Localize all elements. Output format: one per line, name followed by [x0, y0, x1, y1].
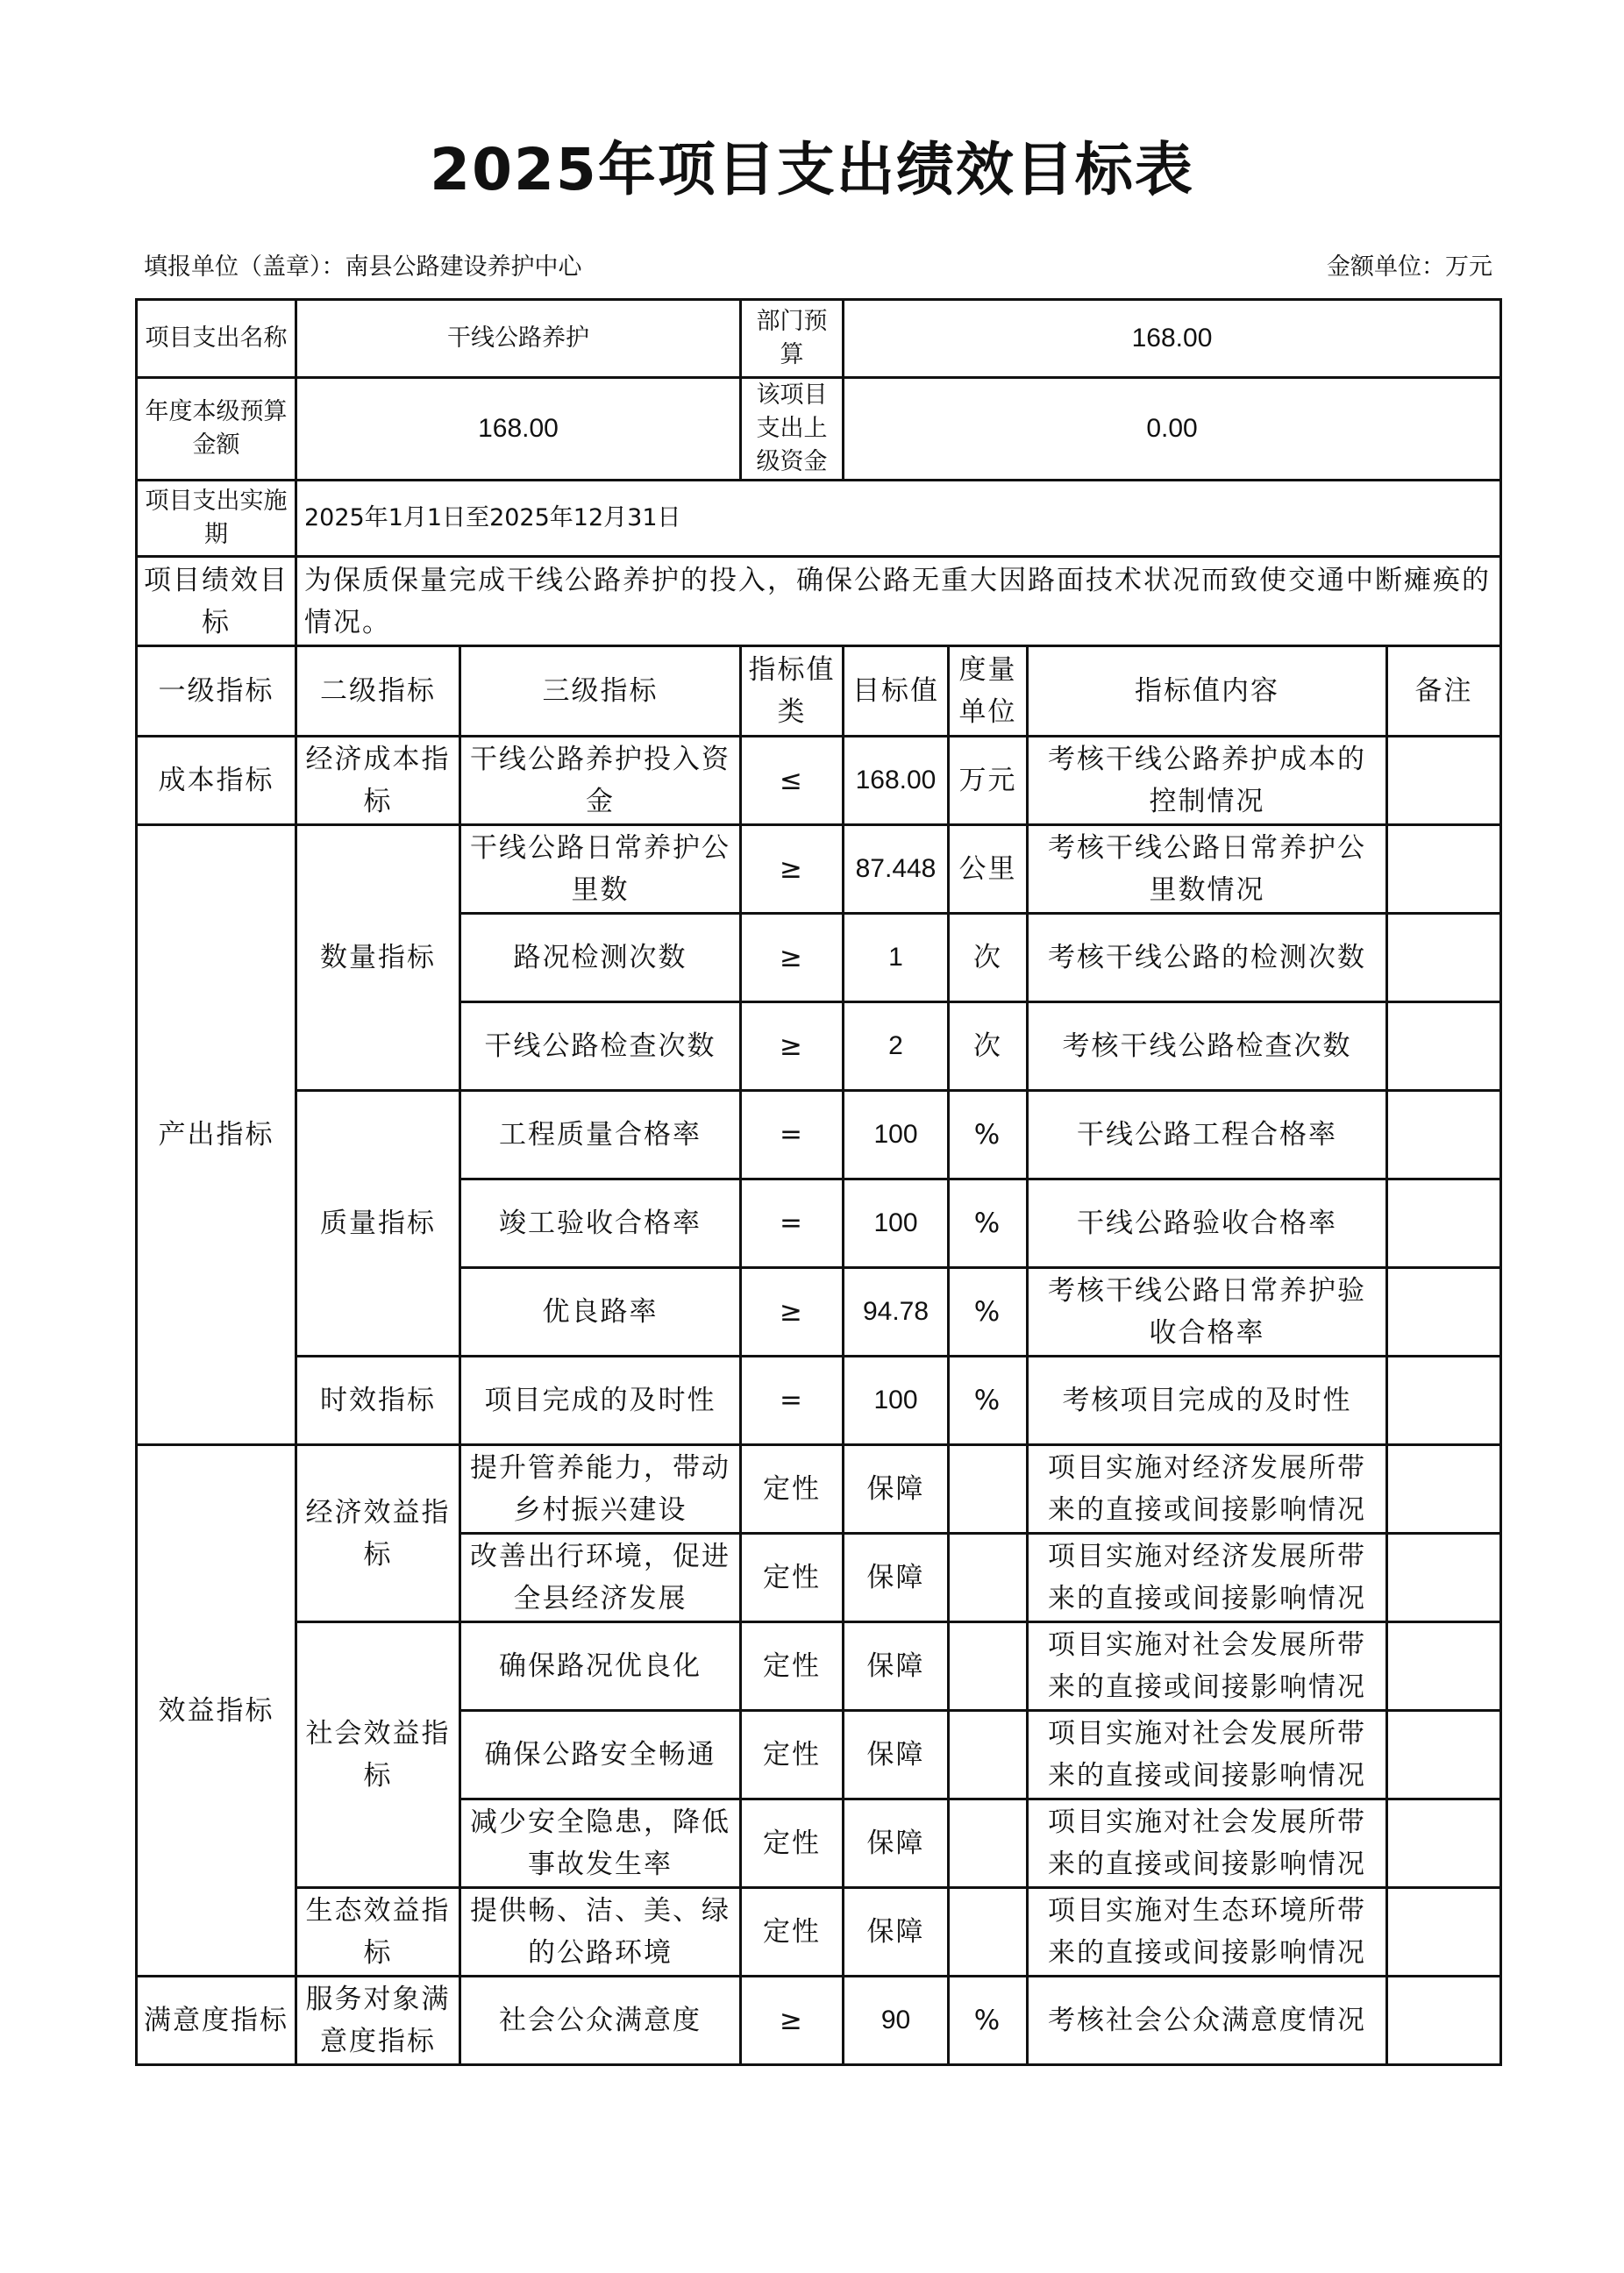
- header-target: 目标值: [844, 646, 949, 737]
- info-row-period: [137, 481, 1501, 557]
- operator: 定性: [741, 1799, 844, 1888]
- indicator-content: 考核干线公路检查次数: [1028, 1002, 1387, 1091]
- info-row-project-name: [137, 300, 1501, 378]
- target-value: 保障: [844, 1888, 949, 1977]
- subgroup-econ-cost: 经济成本指标: [296, 737, 460, 825]
- operator: =: [741, 1357, 844, 1445]
- table-row: [137, 1357, 1501, 1445]
- target-value: 100: [844, 1357, 949, 1445]
- header-level3: 三级指标: [460, 646, 741, 737]
- note: [1387, 1179, 1501, 1268]
- subgroup-quality: 质量指标: [296, 1091, 460, 1357]
- target-value: 100: [844, 1091, 949, 1179]
- page-title: 2025年项目支出绩效目标表: [430, 136, 1194, 203]
- indicator-content: 考核干线公路日常养护验收合格率: [1028, 1268, 1387, 1357]
- indicator-content: 项目实施对经济发展所带来的直接或间接影响情况: [1028, 1534, 1387, 1622]
- note: [1387, 1445, 1501, 1534]
- unit: [949, 1888, 1028, 1977]
- operator: 定性: [741, 1445, 844, 1534]
- group-benefit: 效益指标: [137, 1445, 296, 1977]
- indicator: 竣工验收合格率: [460, 1179, 741, 1268]
- indicator: 优良路率: [460, 1268, 741, 1357]
- operator: 定性: [741, 1534, 844, 1622]
- operator: =: [741, 1179, 844, 1268]
- note: [1387, 1711, 1501, 1799]
- indicator-content: 项目实施对生态环境所带来的直接或间接影响情况: [1028, 1888, 1387, 1977]
- performance-table: [135, 298, 1502, 2066]
- annual-budget-label: 年度本级预算金额: [137, 378, 296, 481]
- indicator: 干线公路日常养护公里数: [460, 825, 741, 914]
- subgroup-quantity: 数量指标: [296, 825, 460, 1091]
- note: [1387, 1002, 1501, 1091]
- header-value-type: 指标值类: [741, 646, 844, 737]
- unit: 次: [949, 1002, 1028, 1091]
- header-row: [137, 646, 1501, 737]
- indicator: 工程质量合格率: [460, 1091, 741, 1179]
- info-row-goal: [137, 557, 1501, 646]
- unit: %: [949, 1977, 1028, 2065]
- table-row: [137, 1888, 1501, 1977]
- indicator: 干线公路养护投入资金: [460, 737, 741, 825]
- subgroup-social-benefit: 社会效益指标: [296, 1622, 460, 1888]
- unit: 公里: [949, 825, 1028, 914]
- project-name-value: 干线公路养护: [296, 300, 741, 378]
- info-row-annual-budget: [137, 378, 1501, 481]
- dept-budget-value: 168.00: [844, 300, 1501, 378]
- indicator-content: 项目实施对经济发展所带来的直接或间接影响情况: [1028, 1445, 1387, 1534]
- project-name-label: 项目支出名称: [137, 300, 296, 378]
- operator: 定性: [741, 1888, 844, 1977]
- target-value: 保障: [844, 1799, 949, 1888]
- header-level1: 一级指标: [137, 646, 296, 737]
- unit: [949, 1711, 1028, 1799]
- indicator: 提升管养能力，带动乡村振兴建设: [460, 1445, 741, 1534]
- indicator: 路况检测次数: [460, 914, 741, 1002]
- table-row: [137, 1622, 1501, 1711]
- operator: 定性: [741, 1622, 844, 1711]
- target-value: 1: [844, 914, 949, 1002]
- unit: [949, 1799, 1028, 1888]
- indicator-content: 项目实施对社会发展所带来的直接或间接影响情况: [1028, 1799, 1387, 1888]
- unit: 次: [949, 914, 1028, 1002]
- subgroup-econ-benefit: 经济效益指标: [296, 1445, 460, 1622]
- target-value: 保障: [844, 1622, 949, 1711]
- unit: %: [949, 1179, 1028, 1268]
- operator: =: [741, 1091, 844, 1179]
- goal-label: 项目绩效目标: [137, 557, 296, 646]
- period-label: 项目支出实施期: [137, 481, 296, 557]
- indicator: 改善出行环境，促进全县经济发展: [460, 1534, 741, 1622]
- unit: [949, 1534, 1028, 1622]
- note: [1387, 825, 1501, 914]
- note: [1387, 1622, 1501, 1711]
- indicator: 社会公众满意度: [460, 1977, 741, 2065]
- upper-funds-label: 该项目支出上级资金: [741, 378, 844, 481]
- unit: %: [949, 1268, 1028, 1357]
- unit: [949, 1622, 1028, 1711]
- group-satisfaction: 满意度指标: [137, 1977, 296, 2065]
- note: [1387, 1091, 1501, 1179]
- note: [1387, 1977, 1501, 2065]
- table-row: [137, 1977, 1501, 2065]
- indicator-content: 考核干线公路养护成本的控制情况: [1028, 737, 1387, 825]
- group-output: 产出指标: [137, 825, 296, 1445]
- note: [1387, 1888, 1501, 1977]
- operator: ≥: [741, 914, 844, 1002]
- indicator: 提供畅、洁、美、绿的公路环境: [460, 1888, 741, 1977]
- indicator: 确保公路安全畅通: [460, 1711, 741, 1799]
- operator: ≥: [741, 1002, 844, 1091]
- subgroup-eco-benefit: 生态效益指标: [296, 1888, 460, 1977]
- target-value: 2: [844, 1002, 949, 1091]
- note: [1387, 914, 1501, 1002]
- indicator-content: 考核项目完成的及时性: [1028, 1357, 1387, 1445]
- operator: 定性: [741, 1711, 844, 1799]
- header-level2: 二级指标: [296, 646, 460, 737]
- period-value: 2025年1月1日至2025年12月31日: [296, 481, 1501, 557]
- subgroup-service-satisfaction: 服务对象满意度指标: [296, 1977, 460, 2065]
- target-value: 保障: [844, 1445, 949, 1534]
- operator: ≤: [741, 737, 844, 825]
- note: [1387, 1799, 1501, 1888]
- table-row: [137, 1445, 1501, 1534]
- indicator-content: 项目实施对社会发展所带来的直接或间接影响情况: [1028, 1711, 1387, 1799]
- indicator: 减少安全隐患，降低事故发生率: [460, 1799, 741, 1888]
- note: [1387, 737, 1501, 825]
- indicator-content: 干线公路验收合格率: [1028, 1179, 1387, 1268]
- indicator: 项目完成的及时性: [460, 1357, 741, 1445]
- unit: [949, 1445, 1028, 1534]
- indicator-content: 干线公路工程合格率: [1028, 1091, 1387, 1179]
- annual-budget-value: 168.00: [296, 378, 741, 481]
- target-value: 87.448: [844, 825, 949, 914]
- indicator-content: 考核干线公路的检测次数: [1028, 914, 1387, 1002]
- amount-unit: 金额单位：万元: [1327, 253, 1492, 281]
- target-value: 94.78: [844, 1268, 949, 1357]
- target-value: 90: [844, 1977, 949, 2065]
- operator: ≥: [741, 1268, 844, 1357]
- indicator-content: 考核社会公众满意度情况: [1028, 1977, 1387, 2065]
- unit: %: [949, 1091, 1028, 1179]
- indicator: 确保路况优良化: [460, 1622, 741, 1711]
- table-row: [137, 737, 1501, 825]
- target-value: 保障: [844, 1711, 949, 1799]
- indicator: 干线公路检查次数: [460, 1002, 741, 1091]
- filler-unit: 填报单位（盖章）：南县公路建设养护中心: [144, 253, 582, 281]
- target-value: 100: [844, 1179, 949, 1268]
- unit: %: [949, 1357, 1028, 1445]
- table-row: [137, 1091, 1501, 1179]
- indicator-content: 考核干线公路日常养护公里数情况: [1028, 825, 1387, 914]
- operator: ≥: [741, 825, 844, 914]
- operator: ≥: [741, 1977, 844, 2065]
- note: [1387, 1534, 1501, 1622]
- unit: 万元: [949, 737, 1028, 825]
- table-row: [137, 825, 1501, 914]
- header-content: 指标值内容: [1028, 646, 1387, 737]
- goal-value: 为保质保量完成干线公路养护的投入，确保公路无重大因路面技术状况而致使交通中断瘫痪的情况。: [296, 557, 1501, 646]
- group-cost: 成本指标: [137, 737, 296, 825]
- dept-budget-label: 部门预算: [741, 300, 844, 378]
- target-value: 168.00: [844, 737, 949, 825]
- header-note: 备注: [1387, 646, 1501, 737]
- header-unit: 度量单位: [949, 646, 1028, 737]
- indicator-content: 项目实施对社会发展所带来的直接或间接影响情况: [1028, 1622, 1387, 1711]
- note: [1387, 1268, 1501, 1357]
- note: [1387, 1357, 1501, 1445]
- upper-funds-value: 0.00: [844, 378, 1501, 481]
- target-value: 保障: [844, 1534, 949, 1622]
- subgroup-timeliness: 时效指标: [296, 1357, 460, 1445]
